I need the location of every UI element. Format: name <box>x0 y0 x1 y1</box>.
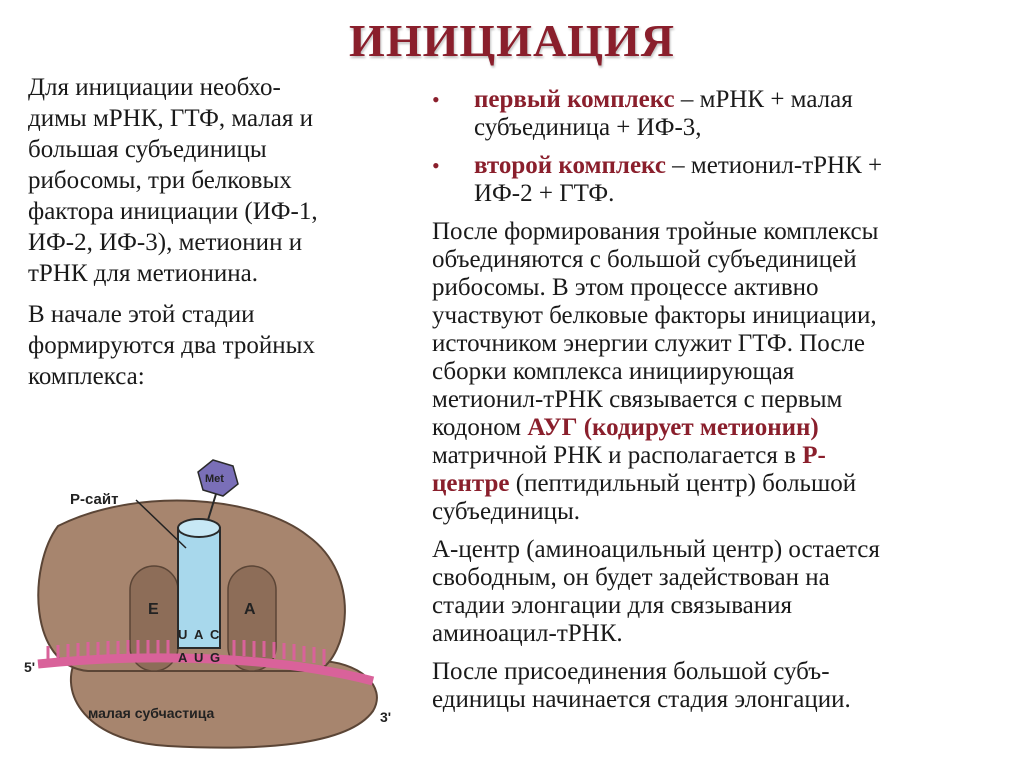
ribosome-svg <box>18 456 406 752</box>
text-line: большая субъединицы <box>28 136 267 163</box>
text-line: ИФ-2, ИФ-3), метионин и <box>28 229 303 256</box>
ribosome-diagram <box>18 456 406 752</box>
elongation-paragraph <box>432 658 994 714</box>
bullet-term: второй комплекс <box>474 152 666 179</box>
codon-highlight: АУГ (кодирует метионин) <box>527 414 819 441</box>
text-line: единицы начинается стадия элонгации. <box>432 686 851 713</box>
text-line: рибосомы, три белковых <box>28 167 292 194</box>
bullet-second-complex <box>432 152 994 208</box>
assembly-paragraph <box>432 218 994 526</box>
met-label: Met <box>205 473 224 485</box>
text-line: тРНК для метионина. <box>28 260 258 287</box>
text-line: После присоединения большой субъ- <box>432 658 830 685</box>
text-line: Для инициации необхо- <box>28 74 281 101</box>
anticodon-base: A <box>194 627 204 642</box>
anticodon-base: C <box>210 627 220 642</box>
intro-paragraph <box>28 72 403 289</box>
text-line: После формирования тройные комплексы <box>432 218 879 245</box>
codon-group <box>178 650 220 665</box>
text-line: фактора инициации (ИФ-1, <box>28 198 318 225</box>
p-center-highlight: Р- <box>802 442 826 469</box>
text-line: субъединицы. <box>432 498 581 525</box>
text-line: объединяются с большой субъединицей <box>432 246 857 273</box>
codon-base: A <box>178 650 188 665</box>
e-site-label: E <box>148 601 159 618</box>
codon-base: G <box>210 650 221 665</box>
stage-start-paragraph <box>28 299 403 392</box>
text-line: метионил-тРНК связывается с первым <box>432 386 843 413</box>
text-line: сборки комплекса инициирующая <box>432 358 795 385</box>
text-line: участвуют белковые факторы инициации, <box>432 302 877 329</box>
small-subunit-label: малая субчастица <box>88 705 215 721</box>
left-column <box>28 72 403 402</box>
text-line: – метионил-тРНК + <box>665 152 883 179</box>
anticodon-group <box>178 627 220 642</box>
text-line: (пептидильный центр) большой <box>509 470 857 497</box>
text-line: свободным, он будет задействован на <box>432 564 830 591</box>
codon-base: U <box>194 650 204 665</box>
text-line: А-центр (аминоацильный центр) остается <box>432 536 880 563</box>
a-center-paragraph <box>432 536 994 648</box>
text-line: субъединица + ИФ-3, <box>474 114 702 141</box>
text-line: В начале этой стадии <box>28 301 255 328</box>
text-line: рибосомы. В этом процессе активно <box>432 274 819 301</box>
p-site-label: P-сайт <box>70 491 119 508</box>
text-line: комплекса: <box>28 363 145 390</box>
text-line: димы мРНК, ГТФ, малая и <box>28 105 314 132</box>
a-site-label: A <box>244 601 256 618</box>
bullet-term: первый комплекс <box>474 86 675 113</box>
text-line: источником энергии служит ГТФ. После <box>432 330 866 357</box>
page-title: ИНИЦИАЦИЯ <box>349 15 675 66</box>
bullet-dot-icon: • <box>432 87 440 112</box>
bullet-first-complex <box>432 86 994 142</box>
text-line: формируются два тройных <box>28 332 315 359</box>
text-line: аминоацил-тРНК. <box>432 620 623 647</box>
five-prime-label: 5' <box>24 659 36 675</box>
bullet-dot-icon: • <box>432 153 440 178</box>
three-prime-label: 3' <box>380 709 392 725</box>
text-line: – мРНК + малая <box>674 86 853 113</box>
text-line: матричной РНК и располагается в <box>432 442 803 469</box>
p-center-highlight: центре <box>432 470 510 497</box>
text-line: стадии элонгации для связывания <box>432 592 793 619</box>
text-line: кодоном <box>432 414 528 441</box>
right-column <box>432 86 994 724</box>
trna-top <box>178 519 220 537</box>
text-line: ИФ-2 + ГТФ. <box>474 180 615 207</box>
anticodon-base: U <box>178 627 188 642</box>
